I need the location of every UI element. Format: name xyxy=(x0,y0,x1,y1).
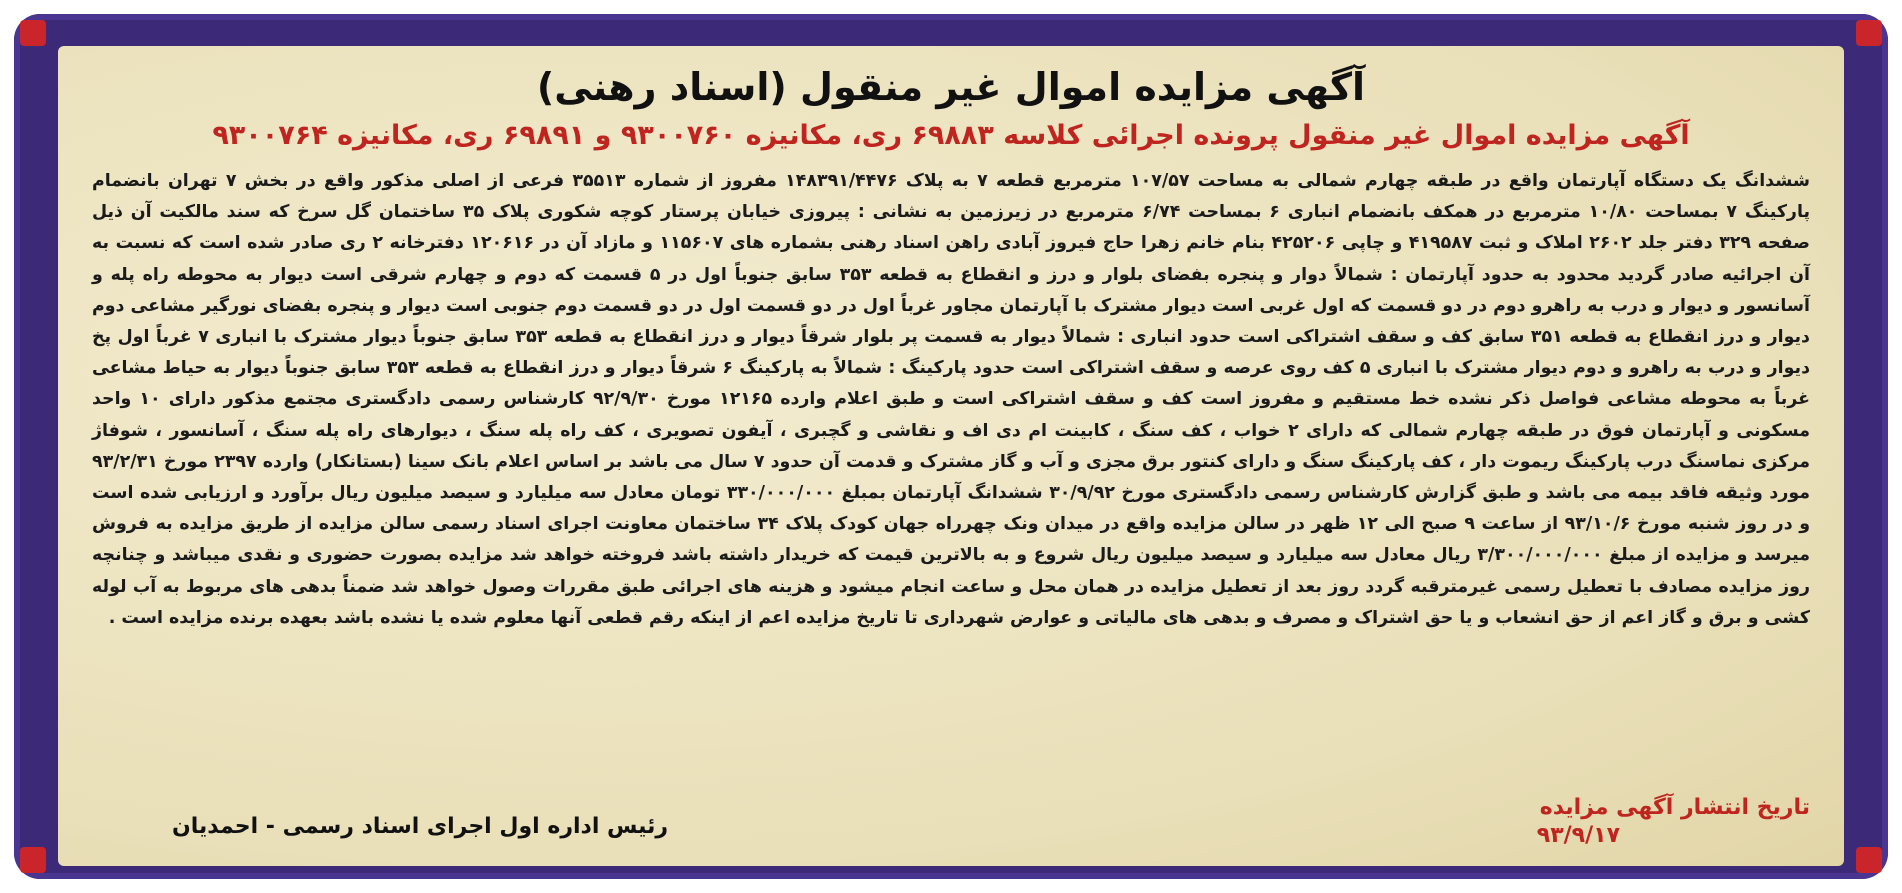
notice-border-frame xyxy=(14,14,1888,879)
corner-ornament xyxy=(1856,20,1882,46)
publication-date-block xyxy=(1537,794,1810,850)
signature-line: رئیس اداره اول اجرای اسناد رسمی - احمدیان xyxy=(172,814,669,839)
notice-title: آگهی مزایده اموال غیر منقول (اسناد رهنی) xyxy=(536,65,1366,109)
corner-ornament xyxy=(20,20,46,46)
notice-body: ششدانگ یک دستگاه آپارتمان واقع در طبقه چهارم شمالی به مساحت ۱۰۷/۵۷ مترمربع قطعه ۷ به پلاک ۱۴۸۳۹۱/۴۴۷۶ مفروز از شماره ۳۵۵۱۳ فرعی از اصلی مذکور واقع در بخش ۷ تهران بانضمام پارکینگ ۷ بمساحت ۱۰/۸۰ مترمربع در همکف بانضمام انباری ۶ بمساحت ۶/۷۴ مترمربع در زیرزمین به نشانی : پیروزی خیابان پرستار کوچه شکوری پلاک ۳۵ ساختمان گل سرخ که سند مالکیت آن ذیل صفحه ۳۲۹ دفتر جلد ۲۶۰۲ املاک و ثبت ۴۱۹۵۸۷ و چاپی ۴۲۵۲۰۶ بنام خانم زهرا حاج فیروز آبادی راهن اسناد رهنی بشماره های ۱۱۵۶۰۷ و مازاد آن در ۱۲۰۶۱۶ دفترخانه ۲ ری صادر شده است که نسبت به آن اجرائیه صادر گردید محدود به حدود آپارتمان : شمالاً دوار و پنجره بفضای بلوار و درز و انقطاع به قطعه ۳۵۳ سابق جنوباً اول در ۵ قسمت که دوم و چهارم شرقی است دیوار به محوطه راه پله و آسانسور و دیوار و درب به راهرو دوم در دو قسمت که اول غربی است دیوار مشترک با آپارتمان مجاور غرباً اول در دو قسمت اول در دو قسمت دوم جنوبی است دیوار و پنجره بفضای نورگیر مشاعی دوم دیوار و درز انقطاع به قطعه ۳۵۱ سابق کف و سقف اشتراکی است حدود انباری : شمالاً دیوار به قسمت پر بلوار شرقاً دیوار و درز انقطاع به قطعه ۳۵۳ سابق جنوباً دیوار مشترک با انباری ۷ غرباً اول پخ دیوار و درب به راهرو و دوم دیوار مشترک با انباری ۵ کف روی عرصه و سقف اشتراکی است حدود پارکینگ : شمالاً به پارکینگ ۶ شرقاً دیوار و درز انقطاع به قطعه ۳۵۳ سابق جنوباً دیوار به حیاط مشاعی غرباً به محوطه مشاعی فواصل ذکر نشده خط مستقیم و مفروز است کف و سقف اشتراکی است و طبق اعلام وارده ۱۲۱۶۵ مورخ ۹۲/۹/۳۰ کارشناس رسمی دادگستری مجتمع مذکور دارای ۱۰ واحد مسکونی و آپارتمان فوق در طبقه چهارم شمالی که دارای ۲ خواب ، کف سنگ ، کابینت ام دی اف و نقاشی و گچبری ، آیفون تصویری ، کف راه پله سنگ ، دیوارهای راه پله سنگ ، آسانسور ، شوفاژ مرکزی نماسنگ درب پارکینگ ریموت دار ، کف پارکینگ سنگ و دارای کنتور برق مجزی و آب و گاز مشترک و قدمت آن حدود ۷ سال می باشد بر اساس اعلام بانک سینا (بستانکار) وارده ۲۳۹۷ مورخ ۹۳/۲/۳۱ مورد وثیقه فاقد بیمه می باشد و طبق گزارش کارشناس رسمی دادگستری مورخ ۳۰/۹/۹۲ ششدانگ آپارتمان بمبلغ ۳۳۰/۰۰۰/۰۰۰ تومان معادل سه میلیارد و سیصد میلیون ریال برآورد و ارزیابی شده است و در روز شنبه مورخ ۹۳/۱۰/۶ از ساعت ۹ صبح الی ۱۲ ظهر در سالن مزایده واقع در میدان ونک چهرراه جهان کودک پلاک ۳۴ ساختمان معاونت اجرای اسناد رسمی سالن مزایده از طریق مزایده به فروش میرسد و مزایده از مبلغ ۳/۳۰۰/۰۰۰/۰۰۰ ریال معادل سه میلیارد و سیصد میلیون ریال شروع و به بالاترین قیمت که خریدار داشته باشد فروخته خواهد شد مزایده بصورت حضوری و نقدی میباشد و چنانچه روز مزایده مصادف با تعطیل رسمی غیرمترقبه گردد روز بعد از تعطیل مزایده در همان محل و ساعت انجام میشود و هزینه های اجرائی طبق مقررات وصول خواهد شد ضمناً بدهی های مربوط به آب لوله کشی و برق و گاز اعم از حق انشعاب و یا حق اشتراک و مصرف و بدهی های مالیاتی و عوارض شهرداری تا تاریخ مزایده اعم از اینکه رقم قطعی آنها معلوم شده یا نشده باشد بعهده برنده مزایده است . xyxy=(92,171,1811,628)
notice-subtitle: آگهی مزایده اموال غیر منقول پرونده اجرائی کلاسه ۶۹۸۸۳ ری، مکانیزه ۹۳۰۰۷۶۰ و ۶۹۸۹۱ ری، مکانیزه ۹۳۰۰۷۶۴ xyxy=(212,120,1690,151)
publication-date: ۹۳/۹/۱۷ xyxy=(1536,823,1620,848)
notice-footer xyxy=(92,794,1810,854)
corner-ornament xyxy=(1856,847,1882,873)
publication-date-label: تاریخ انتشار آگهی مزایده xyxy=(1539,795,1810,820)
corner-ornament xyxy=(20,847,46,873)
notice-paper xyxy=(58,46,1844,866)
